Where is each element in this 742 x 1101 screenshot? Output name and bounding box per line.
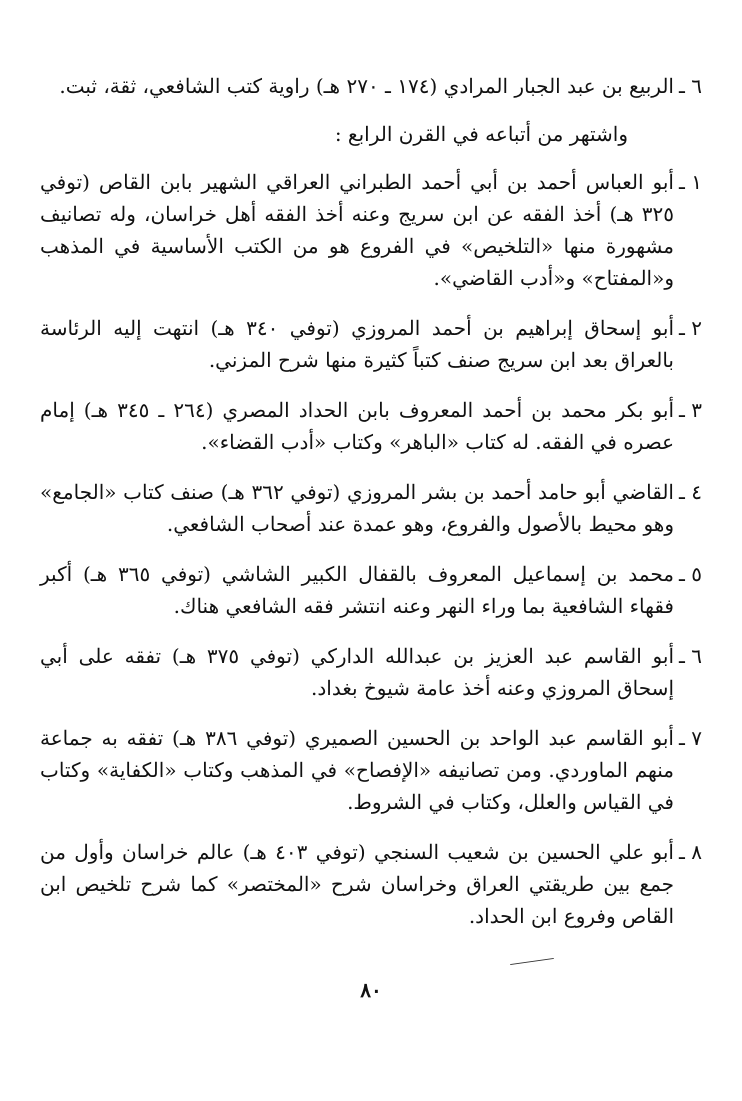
entry-text: أبو بكر محمد بن أحمد المعروف بابن الحداد المصري (٢٦٤ ـ ٣٤٥ هـ) إمام عصره في الفقه. له كتاب «الباهر» وكتاب «أدب القضاء». [40, 398, 675, 454]
list-item [40, 166, 702, 294]
list-item [40, 640, 702, 704]
list-item [40, 836, 702, 932]
entry-number: ٣ ـ [679, 398, 702, 422]
list-item [40, 70, 702, 102]
page-number: ٨٠ [360, 978, 382, 1002]
entry-number: ٦ ـ [679, 74, 702, 98]
list-item [40, 558, 702, 622]
page-body [40, 70, 702, 950]
section-intro: واشتهر من أتباعه في القرن الرابع : [334, 122, 628, 146]
list-item [40, 312, 702, 376]
entry-number: ١ ـ [679, 170, 702, 194]
entry-text: أبو العباس أحمد بن أبي أحمد الطبراني العراقي الشهير بابن القاص (توفي ٣٢٥ هـ) أخذ الفقه عن ابن سريج وعنه أخذ الفقه أهل خراسان، وله تصانيف مشهورة منها «التلخيص» في الفروع هو من الكتب الأساسية في المذهب و«المفتاح» و«أدب القاضي». [40, 170, 674, 290]
entry-number: ٧ ـ [679, 726, 702, 750]
entry-number: ٥ ـ [679, 562, 702, 586]
entry-number: ٢ ـ [679, 316, 702, 340]
entry-number: ٨ ـ [679, 840, 702, 864]
list-item [40, 394, 702, 458]
entry-text: محمد بن إسماعيل المعروف بالقفال الكبير الشاشي (توفي ٣٦٥ هـ) أكبر فقهاء الشافعية بما وراء النهر وعنه انتشر فقه الشافعي هناك. [40, 562, 674, 618]
entry-text: أبو القاسم عبد الواحد بن الحسين الصميري (توفي ٣٨٦ هـ) تفقه به جماعة منهم الماوردي. ومن تصانيفه «الإفصاح» في المذهب وكتاب «الكفاية» وكتاب في القياس والعلل، وكتاب في الشروط. [40, 726, 674, 814]
entry-text: أبو إسحاق إبراهيم بن أحمد المروزي (توفي ٣٤٠ هـ) انتهت إليه الرئاسة بالعراق بعد ابن سريج صنف كتباً كثيرة منها شرح المزني. [40, 316, 674, 372]
list-item [40, 476, 702, 540]
entry-text: الربيع بن عبد الجبار المرادي (١٧٤ ـ ٢٧٠ هـ) راوية كتب الشافعي، ثقة، ثبت. [59, 74, 674, 98]
entry-number: ٦ ـ [679, 644, 702, 668]
entry-text: أبو علي الحسين بن شعيب السنجي (توفي ٤٠٣ هـ) عالم خراسان وأول من جمع بين طريقتي العراق وخراسان شرح «المختصر» كما شرح تلخيص ابن القاص وفروع ابن الحداد. [40, 840, 674, 928]
entry-text: القاضي أبو حامد أحمد بن بشر المروزي (توفي ٣٦٢ هـ) صنف كتاب «الجامع» وهو محيط بالأصول والفروع، وهو عمدة عند أصحاب الشافعي. [40, 480, 674, 536]
list-item [40, 722, 702, 818]
entry-number: ٤ ـ [679, 480, 702, 504]
entry-text: أبو القاسم عبد العزيز بن عبدالله الداركي (توفي ٣٧٥ هـ) تفقه على أبي إسحاق المروزي وعنه أخذ عامة شيوخ بغداد. [40, 644, 674, 700]
footnote-divider [510, 958, 554, 965]
